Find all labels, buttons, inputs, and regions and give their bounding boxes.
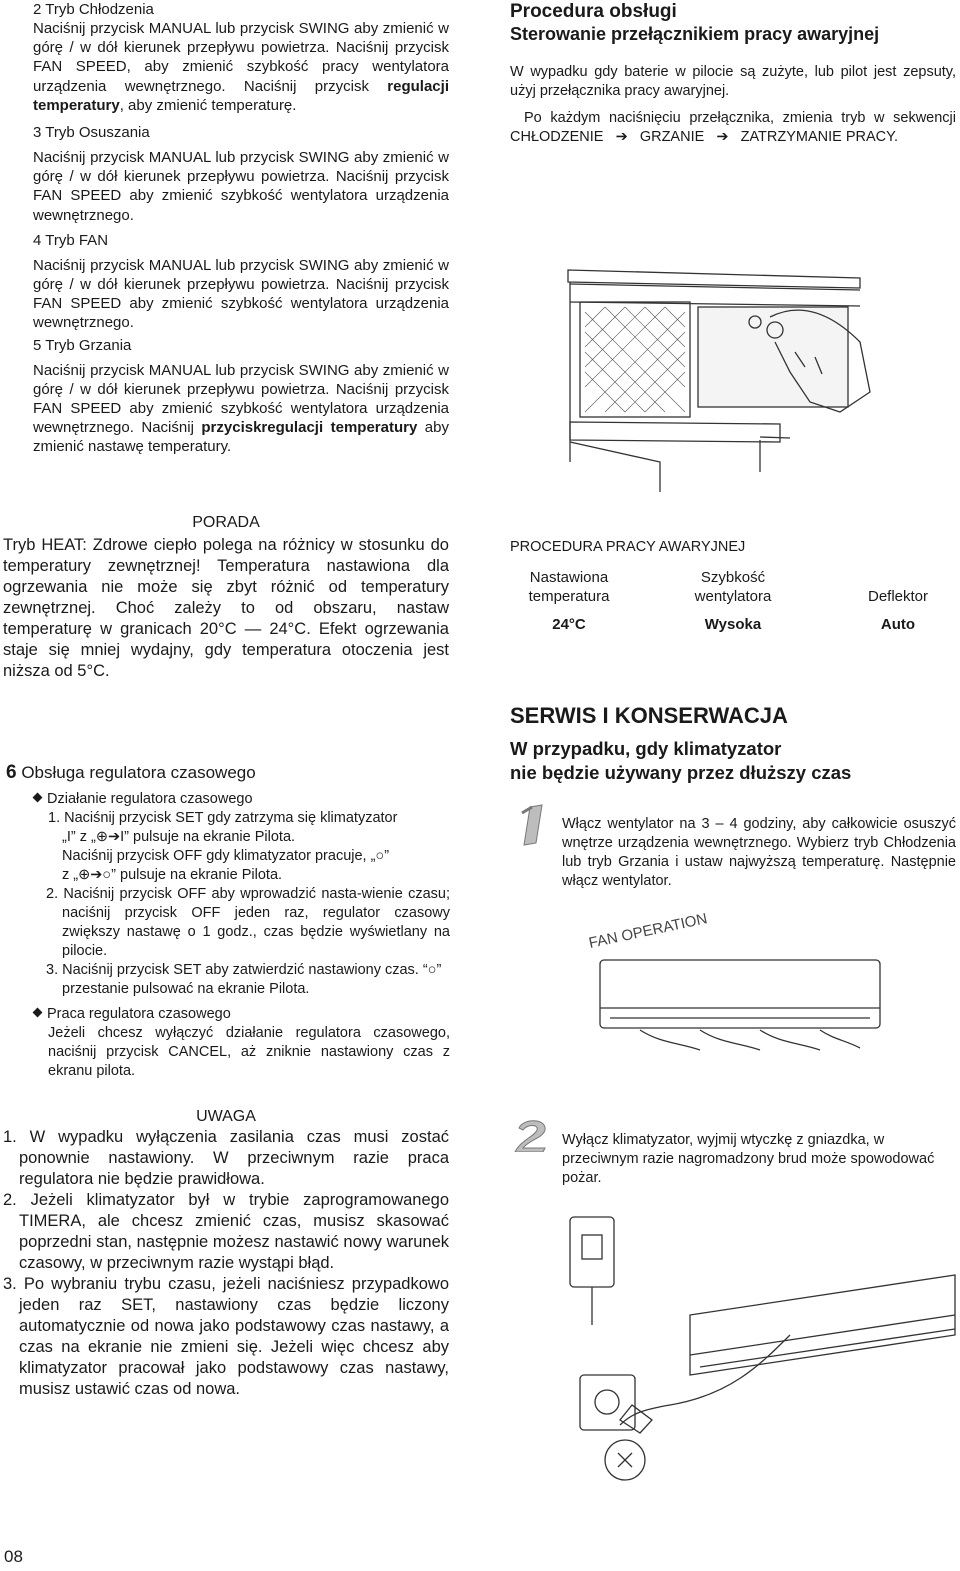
- service-step-2-text: Wyłącz klimatyzator, wyjmij wtyczkę z gniazdka, w przeciwnym razie nagromadzony brud może spowodować pożar.: [562, 1132, 935, 1186]
- mode3-title: 3 Tryb Osuszania: [33, 124, 150, 142]
- procedure-section: [510, 0, 956, 146]
- emergency-procedure: [510, 538, 950, 648]
- fan-operation-illustration: [580, 908, 890, 1058]
- timer-bullet-2: Praca regulatora czasowego: [32, 1005, 450, 1024]
- mode2-text: Naciśnij przycisk MANUAL lub przycisk SWING aby zmienić w górę / w dół kierunek przepływu powietrza. Naciśnij przycisk FAN SPEED, aby zmienić szybkość pracy wentylatora urządzenia wewnętrznego. Naciśnij przycisk regulacji temperatury, aby zmienić temperaturę.: [33, 20, 449, 114]
- number-two-icon: [513, 1118, 553, 1152]
- service-title: SERWIS I KONSERWACJA: [510, 703, 788, 728]
- timer-section: [6, 762, 450, 1081]
- timer-number: 6: [6, 762, 17, 783]
- table-header-temperature: Nastawiona temperatura: [528, 569, 610, 605]
- procedure-para-1: W wypadku gdy baterie w pilocie są zużyte, lub pilot jest zepsuty, użyj przełącznika pracy awaryjnej.: [510, 64, 956, 99]
- uwaga-section: [3, 1107, 449, 1400]
- timer-bullet-1: Działanie regulatora czasowego: [32, 790, 450, 809]
- number-one-icon: [516, 803, 552, 847]
- clock-icon: ○: [375, 848, 385, 864]
- porada-text: Tryb HEAT: Zdrowe ciepło polega na różnicy w stosunku do temperatury zewnętrznej! Temperatura nastawiona dla ogrzewania nie może się zbyt różnić od temperatury zewnętrznej. Choć zależy to od obszaru, nastaw temperaturę w granicach 20°C — 24°C. Efekt ogrzewania staje się mniej wydajny, gdy temperatura otoczenia jest niższa od 5°C.: [3, 536, 449, 680]
- table-header-fan-speed: Szybkość wentylatora: [694, 569, 772, 605]
- clock-arrow-circle-icon: ⊕➔○: [78, 867, 112, 883]
- procedure-title: Procedura obsługi: [510, 1, 677, 22]
- timer-step-2: 2. Naciśnij przycisk OFF aby wprowadzić nasta-wienie czasu; naciśnij przycisk OFF jeden raz, regulator czasowy zwiększy nastawę o 1 godz., czas będzie wyświetlany na pilocie.: [46, 886, 450, 959]
- mode4-text: Naciśnij przycisk MANUAL lub przycisk SWING aby zmienić w górę / w dół kierunek przepływu powietrza. Naciśnij przycisk FAN SPEED aby zmienić szybkość wentylatora urządzenia wewnętrznego.: [33, 256, 449, 332]
- table-value-deflector: Auto: [880, 616, 916, 633]
- clock-arrow-icon: ⊕➔: [95, 829, 121, 845]
- clock-icon: ○: [427, 962, 437, 978]
- table-value-temperature: 24°C: [552, 616, 586, 633]
- ac-fan-drawing: [580, 908, 890, 1058]
- timer-title: Obsługa regulatora czasowego: [21, 763, 256, 782]
- fan-operation-label: FAN OPERATION: [587, 910, 709, 952]
- porada-section: [3, 513, 449, 682]
- mode2-title: 2 Tryb Chłodzenia: [33, 1, 154, 18]
- timer-step-1: 1. Naciśnij przycisk SET gdy zatrzyma się klimatyzator „I” z „⊕➔I” pulsuje na ekranie Pilota. Naciśnij przycisk OFF gdy klimatyzator pracuje, „○” z „⊕➔○” pulsuje na ekranie Pilota.: [48, 810, 398, 883]
- table-header-deflector: Deflektor: [867, 588, 929, 605]
- unplug-drawing: [560, 1205, 960, 1495]
- service-step-1-text: Włącz wentylator na 3 – 4 godziny, aby całkowicie osuszyć wnętrze urządzenia wewnętrznego. Wybierz tryb Chłodzenia lub tryb Grzania i ustaw najwyższą temperaturę. Następnie włącz wentylator.: [562, 816, 956, 889]
- unplug-illustration: [560, 1205, 960, 1495]
- arrow-icon: ➔: [615, 128, 628, 145]
- ac-emergency-button-illustration: [560, 262, 880, 512]
- page-number: 08: [4, 1547, 23, 1566]
- mode3-text: Naciśnij przycisk MANUAL lub przycisk SWING aby zmienić w górę / w dół kierunek przepływu powietrza. Naciśnij przycisk FAN SPEED aby zmienić szybkość wentylatora urządzenia wewnętrznego.: [33, 149, 449, 224]
- mode4-title: 4 Tryb FAN: [33, 231, 109, 249]
- diamond-icon: [33, 793, 43, 803]
- timer-body: [6, 790, 450, 1081]
- timer-step-3: 3. Naciśnij przycisk SET aby zatwierdzić nastawiony czas. “○” przestanie pulsować na ekranie Pilota.: [46, 962, 442, 997]
- emergency-table: [510, 568, 950, 648]
- timer-bullet-2-text: Jeżeli chcesz wyłączyć działanie regulatora czasowego, naciśnij przycisk CANCEL, aż zniknie nastawiony czas z ekranu pilota.: [48, 1025, 450, 1079]
- procedure-subtitle: Sterowanie przełącznikiem pracy awaryjnej: [510, 24, 880, 44]
- emergency-title: PROCEDURA PRACY AWARYJNEJ: [510, 539, 746, 555]
- uwaga-title: UWAGA: [196, 1108, 256, 1125]
- procedure-para-2: Po każdym naciśnięciu przełącznika, zmienia tryb w sekwencji CHŁODZENIE ➔ GRZANIE ➔ ZATRZYMANIE PRACY.: [510, 110, 956, 145]
- service-section: [510, 703, 956, 785]
- modes-section: [33, 0, 449, 457]
- porada-title: PORADA: [192, 514, 260, 531]
- ac-hand-drawing: [560, 262, 880, 512]
- mode5-text: Naciśnij przycisk MANUAL lub przycisk SWING aby zmienić w górę / w dół kierunek przepływu powietrza. Naciśnij przycisk FAN SPEED aby zmienić szybkość wentylatora urządzenia wewnętrznego. Naciśnij przyciskregulacji temperatury aby zmienić nastawę temperatury.: [33, 361, 449, 456]
- timer-heading: [6, 762, 450, 784]
- arrow-icon: ➔: [716, 128, 729, 145]
- diamond-icon: [33, 1008, 43, 1018]
- uwaga-item-3: 3. Po wybraniu trybu czasu, jeżeli naciśniesz przypadkowo jeden raz SET, nastawiony czas będzie liczony automatycznie od nowa jako podstawowy czas nastawy, a czas na ekranie nie zmieni się. Jeżeli więc chcesz aby klimatyzator pracował jako podstawowy czas nastawy, musisz ustawić czas od nowa.: [3, 1275, 449, 1398]
- service-subtitle: W przypadku, gdy klimatyzator nie będzie używany przez dłuższy czas: [510, 738, 852, 783]
- uwaga-item-2: 2. Jeżeli klimatyzator był w trybie zaprogramowanego TIMERA, ale chcesz zmienić czas, musisz skasować poprzedni stan, następnie możesz nastawić nowy warunek czasowy, w przeciwnym razie wystąpi błąd.: [3, 1191, 449, 1272]
- mode5-title: 5 Tryb Grzania: [33, 336, 132, 354]
- table-value-fan-speed: Wysoka: [704, 616, 762, 633]
- uwaga-item-1: 1. W wypadku wyłączenia zasilania czas musi zostać ponownie nastawiony. W przeciwnym razie praca regulatora nie będzie prawidłowa.: [3, 1128, 449, 1188]
- service-step-2-number: [513, 1118, 553, 1152]
- service-step-1-number: [516, 803, 552, 847]
